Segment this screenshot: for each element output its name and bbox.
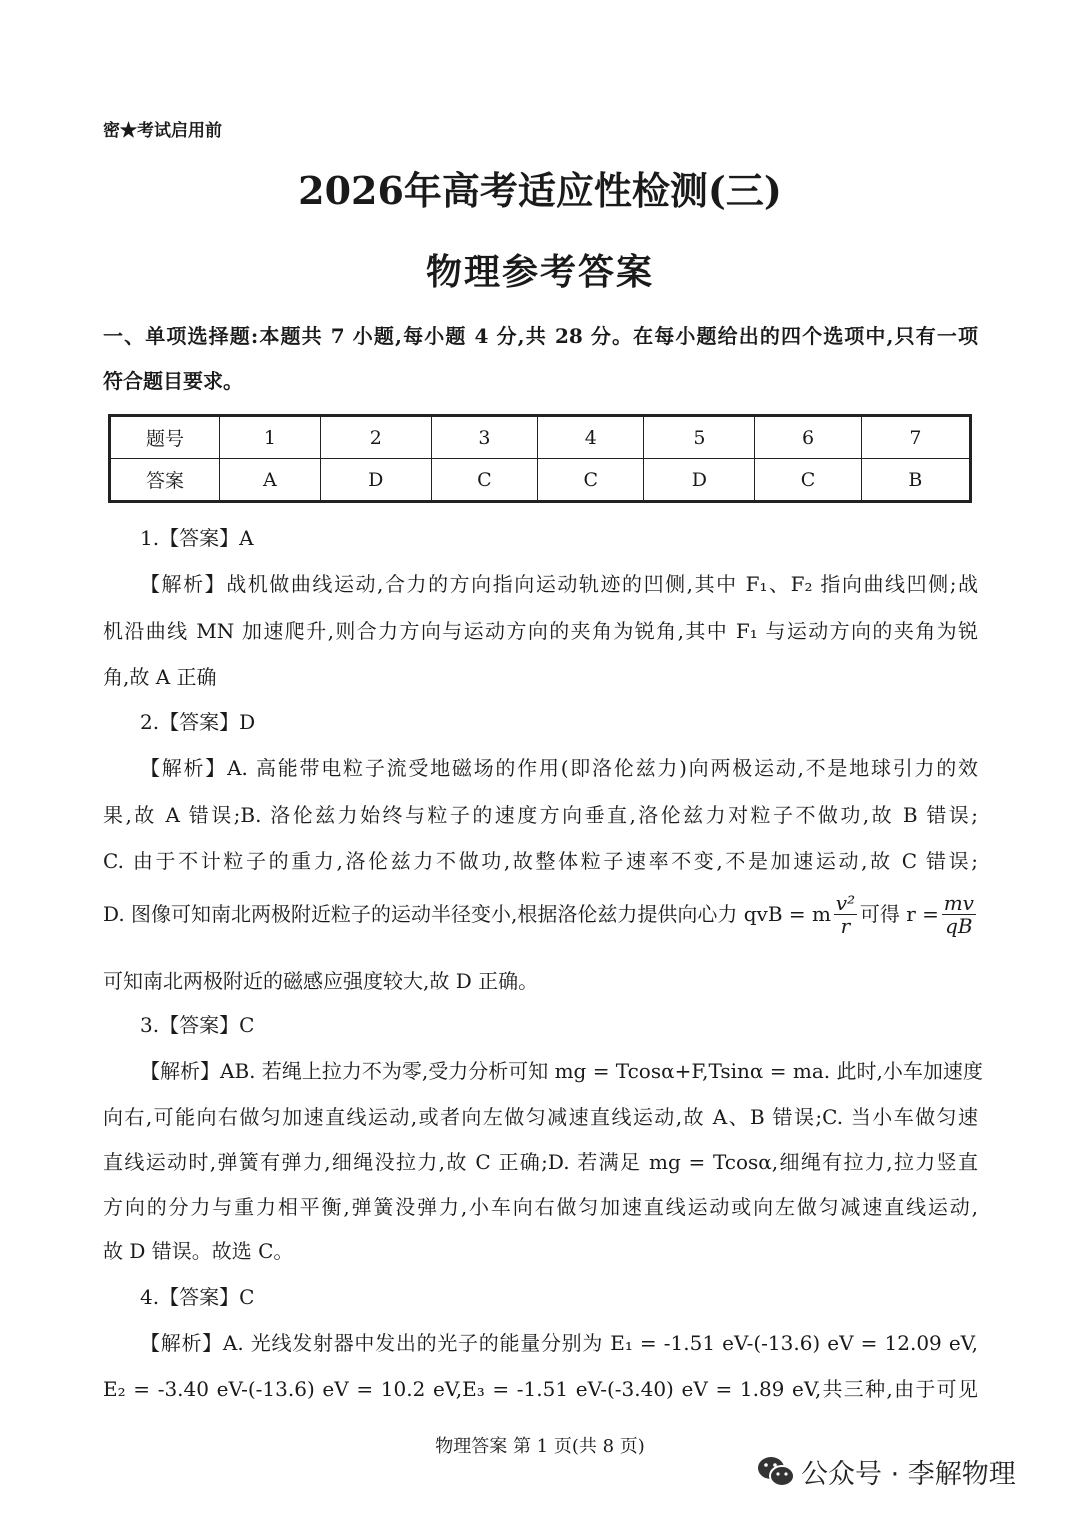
q3-line: 方向的分力与重力相平衡,弹簧没弹力,小车向右做匀加速直线运动或向左做匀减速直线运动, — [103, 1195, 978, 1219]
section-heading-line: 一、单项选择题:本题共 7 小题,每小题 4 分,共 28 分。在每小题给出的四个选项中,只有一项 — [103, 324, 978, 348]
table-row — [110, 459, 971, 502]
table-cell: C — [538, 459, 644, 502]
table-cell: 5 — [644, 416, 755, 459]
table-cell: 1 — [220, 416, 321, 459]
table-cell: 7 — [861, 416, 970, 459]
q1-line: 机沿曲线 MN 加速爬升,则合力方向与运动方向的夹角为锐角,其中 F₁ 与运动方向的夹角为锐 — [103, 619, 978, 643]
table-row — [110, 416, 971, 459]
denominator: qB — [945, 913, 973, 938]
q4-line: 【解析】A. 光线发射器中发出的光子的能量分别为 E₁ = -1.51 eV-(-13.6) eV = 12.09 eV, — [140, 1331, 978, 1355]
q2-answer: 2.【答案】D — [140, 710, 256, 734]
fraction — [942, 892, 976, 937]
numerator: mv — [943, 890, 974, 915]
row-label: 题号 — [110, 416, 220, 459]
page-subtitle: 物理参考答案 — [425, 251, 654, 293]
page-footer: 物理答案 第 1 页(共 8 页) — [435, 1436, 645, 1457]
q2-line: 【解析】A. 高能带电粒子流受地磁场的作用(即洛伦兹力)向两极运动,不是地球引力的效 — [140, 756, 978, 780]
table-cell: 3 — [431, 416, 537, 459]
q3-line: 故 D 错误。故选 C。 — [103, 1239, 294, 1263]
q2-formula-line — [103, 890, 978, 938]
page-title: 2026年高考适应性检测(三) — [298, 168, 782, 213]
table-cell: C — [431, 459, 537, 502]
confidential-header: 密★考试启用前 — [103, 121, 222, 141]
q2-line: 果,故 A 错误;B. 洛伦兹力始终与粒子的速度方向垂直,洛伦兹力对粒子不做功,故 B 错误; — [103, 803, 978, 827]
q3-line: 【解析】AB. 若绳上拉力不为零,受力分析可知 mg = Tcosα+F,Tsinα = ma. 此时,小车加速度 — [140, 1059, 983, 1083]
q4-line: E₂ = -3.40 eV-(-13.6) eV = 10.2 eV,E₃ = -1.51 eV-(-3.40) eV = 1.89 eV,共三种,由于可见 — [103, 1377, 978, 1401]
q2-line: C. 由于不计粒子的重力,洛伦兹力不做功,故整体粒子速率不变,不是加速运动,故 C 错误; — [103, 849, 978, 873]
table-cell: 2 — [320, 416, 431, 459]
q3-answer: 3.【答案】C — [140, 1013, 255, 1037]
wechat-icon — [757, 1455, 795, 1489]
formula-text: 可得 r = — [859, 902, 939, 926]
table-cell: D — [320, 459, 431, 502]
q1-answer: 1.【答案】A — [140, 526, 254, 550]
table-cell: A — [220, 459, 321, 502]
formula-text: D. 图像可知南北两极附近粒子的运动半径变小,根据洛伦兹力提供向心力 qvB = m — [103, 902, 831, 926]
row-label: 答案 — [110, 459, 220, 502]
section-heading-line: 符合题目要求。 — [103, 369, 243, 393]
q1-line: 【解析】战机做曲线运动,合力的方向指向运动轨迹的凹侧,其中 F₁、F₂ 指向曲线凹侧;战 — [140, 572, 978, 596]
denominator: r — [840, 913, 851, 938]
watermark — [757, 1452, 1016, 1491]
table-cell: 4 — [538, 416, 644, 459]
q2-line: 可知南北两极附近的磁感应强度较大,故 D 正确。 — [103, 969, 539, 993]
table-cell: C — [755, 459, 861, 502]
fraction — [834, 892, 857, 937]
numerator: v² — [835, 890, 856, 915]
table-cell: B — [861, 459, 970, 502]
q3-line: 直线运动时,弹簧有弹力,细绳没拉力,故 C 正确;D. 若满足 mg = Tcosα,细绳有拉力,拉力竖直 — [103, 1150, 978, 1174]
q4-answer: 4.【答案】C — [140, 1285, 255, 1309]
table-cell: D — [644, 459, 755, 502]
answer-table — [108, 414, 972, 503]
q3-line: 向右,可能向右做匀加速直线运动,或者向左做匀减速直线运动,故 A、B 错误;C. 当小车做匀速 — [103, 1105, 978, 1129]
watermark-text: 公众号 · 李解物理 — [801, 1459, 1016, 1490]
q1-line: 角,故 A 正确 — [103, 665, 217, 689]
table-cell: 6 — [755, 416, 861, 459]
